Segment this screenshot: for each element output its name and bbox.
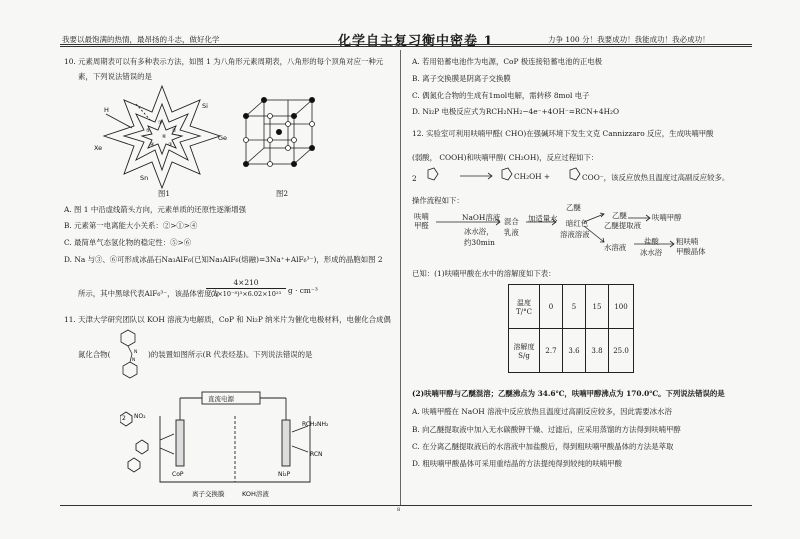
q11-stem-line1: 11. 天津大学研究团队以 KOH 溶液为电解质，CoP 和 Ni₂P 纳米片为催化电极材料，电催化合成偶 bbox=[64, 315, 391, 324]
flow-product-acid-b: 甲酸晶体 bbox=[676, 247, 706, 256]
density-unit: g · cm⁻³ bbox=[288, 286, 318, 295]
nitro-group-label: NO₂ bbox=[134, 413, 146, 420]
q10-option-b: B. 元素第一电离能大小关系：②>①>④ bbox=[64, 221, 198, 230]
q10-stem-line1: 10. 元素周期表可以有多种表示方法，如图 1 为八角形元素周期表，八角形的每个顶角对应一种元 bbox=[64, 57, 384, 66]
svg-text:①: ① bbox=[158, 120, 163, 126]
fig1-label-h: H bbox=[104, 106, 109, 114]
table-temp-2: 15 bbox=[586, 285, 609, 329]
rch2nh2-label: RCH₂NH₂ bbox=[302, 421, 329, 428]
q12-option-c: C. 在分离乙醚提取液后的水溶液中加盐酸后，得到粗呋喃甲酸晶体的方法是萃取 bbox=[412, 442, 674, 451]
flow-arrows bbox=[434, 206, 684, 256]
svg-text:②: ② bbox=[172, 128, 177, 134]
footer-rule bbox=[60, 505, 752, 506]
flow-product-alcohol: 呋喃甲醇 bbox=[652, 213, 682, 222]
svg-text:N: N bbox=[134, 350, 138, 355]
q12-option-a: A. 呋喃甲醛在 NaOH 溶液中反应放热且温度过高副反应较多，因此需要冰水浴 bbox=[412, 407, 672, 416]
electrolysis-apparatus bbox=[120, 390, 350, 502]
furfuryl-alcohol-ring bbox=[502, 168, 512, 180]
table-temp-1: 5 bbox=[563, 285, 586, 329]
flow-ether-step: 乙醚 bbox=[612, 211, 627, 220]
svg-text:⑥: ⑥ bbox=[162, 134, 167, 140]
membrane-label: 离子交换膜 bbox=[192, 490, 225, 498]
dc-power-label: 直流电源 bbox=[208, 395, 234, 403]
table-temp-3: 100 bbox=[609, 285, 634, 329]
q12-stem-line2: (弱酸， COOH)和呋喃甲醇( CH₂OH)，反应过程如下： bbox=[412, 153, 599, 162]
q11-compound-label: 氮化合物( bbox=[78, 350, 111, 359]
label-line bbox=[106, 114, 132, 128]
flow-cond-icebath: 冰水浴， bbox=[464, 227, 494, 236]
flow-naoh: NaOH溶液 bbox=[462, 213, 501, 222]
table-row2-label: 溶解度 S/g bbox=[509, 329, 540, 373]
table-temp-0: 0 bbox=[540, 285, 563, 329]
column-divider bbox=[400, 50, 401, 505]
header-motto-left: 我要以最饱满的热情，最昂扬的斗志，做好化学 bbox=[62, 35, 220, 44]
density-fraction bbox=[206, 278, 286, 298]
equation-product-alcohol: CH₂OH + bbox=[514, 172, 551, 181]
flow-solution-dark: 暗红色 bbox=[566, 219, 589, 228]
svg-text:⑤: ⑤ bbox=[146, 128, 151, 134]
azobenzene-structure bbox=[118, 328, 146, 380]
q11-option-b: B. 离子交换膜是阴离子交换膜 bbox=[412, 74, 511, 83]
flow-ether: 乙醚 bbox=[566, 203, 581, 212]
density-numerator: 4×210 bbox=[233, 278, 259, 287]
flow-mix: 混合 bbox=[504, 217, 519, 226]
page-number: 8 bbox=[397, 507, 401, 513]
fig1-label-xe: Xe bbox=[94, 144, 103, 152]
equation-coefficient: 2 bbox=[412, 174, 417, 183]
q10-option-c: C. 最简单气态氢化物的稳定性：⑤>⑥ bbox=[64, 238, 192, 247]
figure2-caption: 图2 bbox=[276, 189, 289, 198]
octagonal-periodic-table-figure bbox=[92, 84, 232, 190]
page-title: 化学自主复习衡中密卷 1 bbox=[338, 34, 494, 49]
flow-hcl: 盐酸 bbox=[644, 237, 659, 246]
density-denominator: (a×10⁻⁸)³×6.02×10²³ bbox=[206, 288, 286, 298]
furoate-ring bbox=[570, 168, 580, 180]
flow-aqueous: 水溶液 bbox=[604, 243, 627, 252]
solubility-table bbox=[508, 284, 634, 373]
flow-ether-extract: 乙醚提取液 bbox=[604, 221, 641, 230]
flow-add-water: 加适量水 bbox=[528, 214, 558, 223]
q11-option-a: A. 若用铅蓄电池作为电源，CoP 极连接铅蓄电池的正电极 bbox=[412, 57, 603, 66]
q11-option-d: D. Ni₂P 电极反应式为RCH₂NH₂−4e⁻+4OH⁻=RCN+4H₂O bbox=[412, 107, 620, 116]
ni2p-electrode bbox=[282, 420, 290, 466]
known-info-2: (2)呋喃甲醇与乙醚混溶；乙醚沸点为 34.6℃，呋喃甲醇沸点为 170.0℃。下列说法错误的是 bbox=[412, 389, 725, 398]
flow-solution: 溶液溶液 bbox=[560, 230, 590, 239]
table-solubility-2: 3.8 bbox=[586, 329, 609, 373]
crystal-cell-figure bbox=[240, 94, 320, 174]
header-rule bbox=[60, 44, 752, 45]
flow-ice-bath: 冰水浴 bbox=[640, 248, 663, 257]
rcn-label: RCN bbox=[310, 451, 323, 458]
figure1-caption: 图1 bbox=[158, 189, 171, 198]
table-solubility-1: 3.6 bbox=[563, 329, 586, 373]
flow-product-acid-a: 粗呋喃 bbox=[676, 237, 699, 246]
q10-option-d-cont: 所示，其中黑球代表AlF₆³⁻，该晶体密度为 bbox=[78, 289, 219, 298]
fig1-label-si: Si bbox=[202, 102, 208, 110]
cop-electrode-label: CoP bbox=[172, 471, 184, 478]
q11-stem-line2: )的装置如图所示(R 代表烃基)。下列说法错误的是 bbox=[148, 350, 313, 359]
electrolyte-label: KOH溶液 bbox=[242, 490, 269, 498]
q12-stem-line1: 12. 实验室可利用呋喃甲醛( CHO)在强碱环境下发生文克 Cannizzaro 反应，生成呋喃甲酸 bbox=[412, 129, 714, 138]
known-info-1: 已知：(1)呋喃甲酸在水中的溶解度如下表： bbox=[412, 269, 556, 278]
equation-product-furoate: COO⁻，该反应放热且温度过高副反应较多。 bbox=[582, 173, 730, 182]
flow-emulsion: 乳液 bbox=[504, 228, 519, 237]
flow-title: 操作流程如下： bbox=[412, 196, 464, 205]
fig1-label-ge: Ge bbox=[218, 134, 228, 142]
reactant-coef: 2 bbox=[122, 415, 126, 422]
svg-text:③: ③ bbox=[168, 142, 173, 148]
header-motto-right: 力争 100 分！我要成功！我能成功！我必成功！ bbox=[548, 35, 710, 44]
cop-electrode bbox=[176, 420, 184, 466]
svg-text:④: ④ bbox=[150, 142, 155, 148]
fig1-label-sn: Sn bbox=[140, 174, 149, 182]
svg-text:N: N bbox=[132, 358, 136, 363]
flow-cond-time: 约30min bbox=[464, 238, 495, 247]
q12-option-b: B. 向乙醚提取液中加入无水碳酸钾干燥、过滤后，应采用蒸馏的方法得到呋喃甲醇 bbox=[412, 425, 681, 434]
header-rule-double bbox=[60, 46, 752, 47]
table-solubility-3: 25.0 bbox=[609, 329, 634, 373]
table-row1-label: 温度 T/°C bbox=[509, 285, 540, 329]
table-solubility-0: 2.7 bbox=[540, 329, 563, 373]
ni2p-electrode-label: Ni₂P bbox=[278, 471, 291, 478]
q11-option-c: C. 偶氮化合物的生成有1mol电解，需转移 8mol 电子 bbox=[412, 91, 590, 100]
furfural-ring bbox=[428, 168, 438, 180]
q10-stem-line2: 素，下列说法错误的是 bbox=[78, 72, 152, 81]
flow-start-furfural: 呋喃甲醛 bbox=[414, 212, 429, 230]
q10-option-a: A. 图 1 中沿虚线箭头方向，元素单质的还原性逐渐增强 bbox=[64, 205, 247, 214]
q10-option-d: D. Na 与③、⑥可形成冰晶石Na₃AlF₆(已知Na₃AlF₆(熔融)=3Na⁺+AlF₆³⁻)，形成的晶胞如图 2 bbox=[64, 255, 383, 264]
q12-option-d: D. 粗呋喃甲酸晶体可采用重结晶的方法提纯得到较纯的呋喃甲酸 bbox=[412, 459, 622, 468]
